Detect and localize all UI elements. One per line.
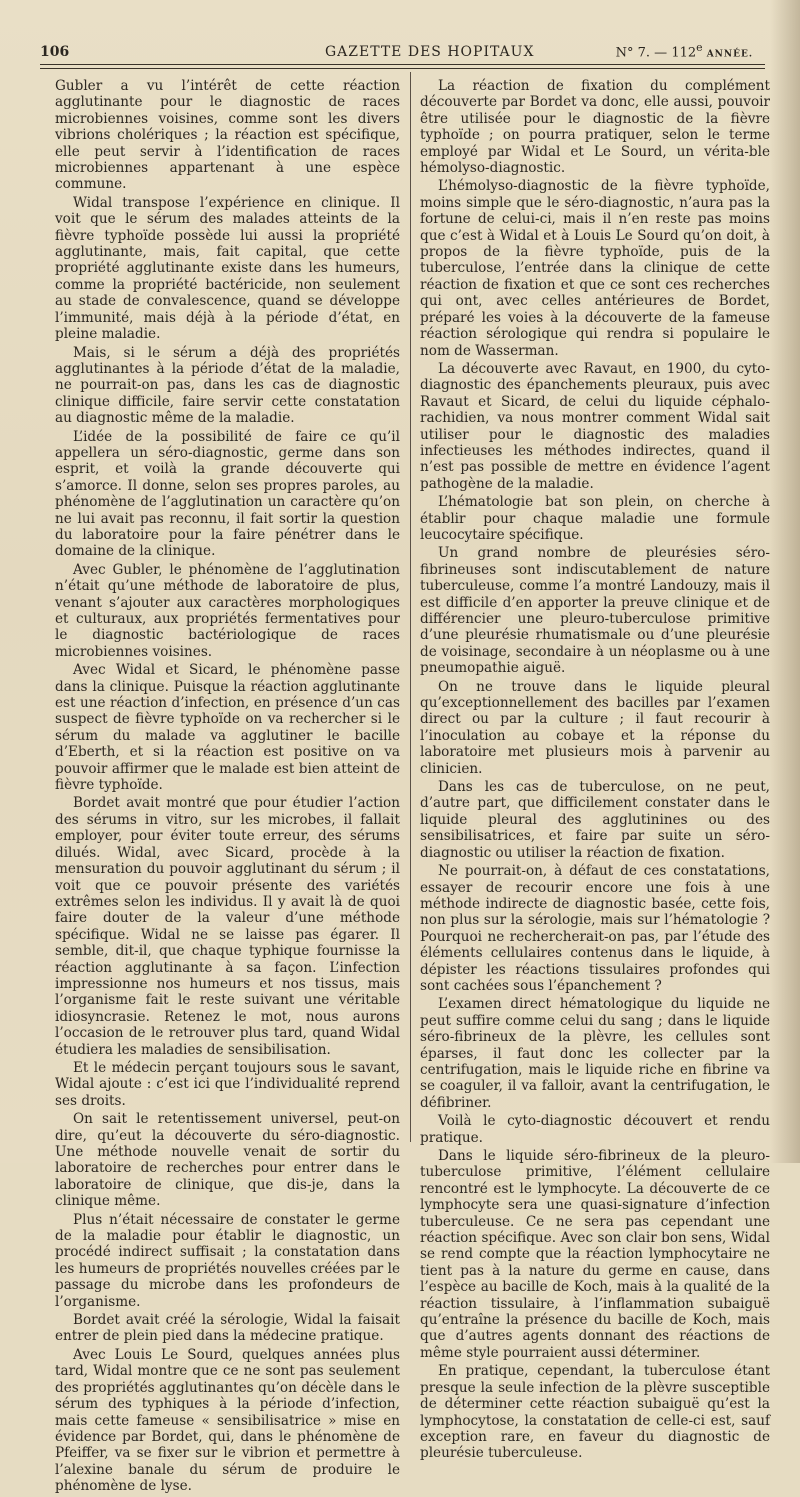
- paragraph: On sait le retentissement universel, peut-on dire, qu’eut la découverte du séro-diagnostic. Une méthode nouvelle venait de sortir du laboratoire de recherches pour entrer dans le laboratoire de clinique, que dis-je, dans la clinique même.: [55, 1111, 400, 1210]
- paragraph: Widal transpose l’expérience en clinique. Il voit que le sérum des malades atteints de la fièvre typhoïde possède lui aussi la propriété agglutinante, mais, fait capital, que cette propriété agglutinante existe dans les humeurs, comme la propriété bactéricide, non seulement au stade de convalescence, quand se développe l’immunité, mais déjà à la période d’état, en pleine maladie.: [55, 194, 400, 343]
- paragraph: La découverte avec Ravaut, en 1900, du cyto-diagnostic des épanchements pleuraux, puis avec Ravaut et Sicard, de celui du liquide céphalo-rachidien, va nous montrer comment Widal sait utiliser pour le diagnostic des maladies infectieuses les méthodes indirectes, quand il n’est pas possible de mettre en évidence l’agent pathogène de la maladie.: [420, 360, 770, 492]
- paragraph: La réaction de fixation du complément découverte par Bordet va donc, elle aussi, pouvoir être utilisée pour le diagnostic de la fièvre typhoïde ; on pourra pratiquer, selon le terme employé par Widal et Le Sourd, un vérita-ble hémolyso-diagnostic.: [420, 78, 770, 177]
- paragraph: L’hémolyso-diagnostic de la fièvre typhoïde, moins simple que le séro-diagnostic, n’aura pas la fortune de celui-ci, mais il n’en reste pas moins que c’est à Widal et à Louis Le Sourd qu’on doit, à propos de la fièvre typhoïde, puis de la tuberculose, l’entrée dans la clinique de cette réaction de fixation et que ce sont ces recherches qui ont, avec celles antérieures de Bordet, préparé les voies à la découverte de la fameuse réaction sérologique qui rendra si populaire le nom de Wasserman.: [420, 178, 770, 359]
- paragraph: En pratique, cependant, la tuberculose étant presque la seule infection de la plèvre susceptible de déterminer cette réaction subaiguë qu’est la lymphocytose, la constatation de celle-ci est, sauf exception rare, en faveur du diagnostic de pleurésie tuberculeuse.: [420, 1363, 770, 1462]
- paragraph: Avec Widal et Sicard, le phénomène passe dans la clinique. Puisque la réaction agglutinante est une réaction d’infection, en présence d’un cas suspect de fièvre typhoïde on va rechercher si le sérum du malade va agglutiner le bacille d’Eberth, et si la réaction est positive on va pouvoir affirmer que le malade est bien atteint de fièvre typhoïde.: [55, 662, 400, 794]
- paragraph: Un grand nombre de pleurésies séro-fibrineuses sont indiscutablement de nature tuberculeuse, comme l’a montré Landouzy, mais il est difficile d’en apporter la preuve clinique et de différencier une pleuro-tuberculose primitive d’une pleurésie rhumatismale ou d’une pleurésie de voisinage, secondaire à un néoplasme ou à une pneumopathie aiguë.: [420, 545, 770, 677]
- issue-year: ANNÉE.: [706, 49, 753, 59]
- right-column: [420, 78, 770, 1464]
- paragraph: L’examen direct hématologique du liquide ne peut suffire comme celui du sang ; dans le liquide séro-fibrineux de la plèvre, les cellules sont éparses, il faut donc les collecter par la centrifugation, mais le liquide riche en fibrine va se coaguler, il va falloir, avant la centrifugation, le défibriner.: [420, 996, 770, 1111]
- journal-title: GAZETTE DES HOPITAUX: [325, 44, 535, 60]
- paragraph: Bordet avait montré que pour étudier l’action des sérums in vitro, sur les microbes, il fallait employer, pour éviter toute erreur, des sérums dilués. Widal, avec Sicard, procède à la mensuration du pouvoir agglutinant du sérum ; il voit que ce pouvoir présente des variétés extrêmes selon les individus. Il y avait là de quoi faire douter de la valeur d’une méthode spécifique. Widal ne se laisse pas égarer. Il semble, dit-il, que chaque typhique fournisse la réaction agglutinante à sa façon. L’infection impressionne nos humeurs et nos tissus, mais l’organisme fait le reste suivant une véritable idiosyncrasie. Retenez le mot, nous aurons l’occasion de le retrouver plus tard, quand Widal étudiera les maladies de sensibilisation.: [55, 795, 400, 1058]
- issue-superscript: e: [696, 40, 703, 54]
- paragraph: Avec Louis Le Sourd, quelques années plus tard, Widal montre que ce ne sont pas seulement des propriétés agglutinantes qu’on décèle dans le sérum des typhiques à la période d’infection, mais cette fameuse « sensibilisatrice » mise en évidence par Bordet, qui, dans le phénomène de Pfeiffer, va se fixer sur le vibrion et permettre à l’alexine banale du sérum de produire le phénomène de lyse.: [55, 1346, 400, 1495]
- issue-number: N° 7. — 112: [615, 45, 697, 60]
- paragraph: Voilà le cyto-diagnostic découvert et rendu pratique.: [420, 1113, 770, 1146]
- column-divider: [410, 72, 411, 1142]
- header-rule-thick: [40, 64, 765, 65]
- paragraph: Avec Gubler, le phénomène de l’agglutination n’était qu’une méthode de laboratoire de plus, venant s’ajouter aux caractères morphologiques et culturaux, aux propriétés fermentatives pour le diagnostic bactériologique de races microbiennes voisines.: [55, 561, 400, 660]
- paragraph: Gubler a vu l’intérêt de cette réaction agglutinante pour le diagnostic de races microbiennes voisines, comme sont les divers vibrions cholériques ; la réaction est spécifique, elle peut servir à l’identification de races microbiennes appartenant à une espèce commune.: [55, 78, 400, 193]
- paragraph: Dans le liquide séro-fibrineux de la pleuro-tuberculose primitive, l’élément cellulaire rencontré est le lymphocyte. La découverte de ce lymphocyte sera une quasi-signature d’infection tuberculeuse. Ce ne sera pas cependant une réaction spécifique. Avec son clair bon sens, Widal se rend compte que la réaction lymphocytaire ne tient pas à la nature du germe en cause, dans l’espèce au bacille de Koch, mais à la qualité de la réaction tissulaire, à l’inflammation subaiguë qu’entraîne la présence du bacille de Koch, mais que d’autres agents donnant des réactions de même style pourraient aussi déterminer.: [420, 1148, 770, 1361]
- paragraph: Dans les cas de tuberculose, on ne peut, d’autre part, que difficilement constater dans le liquide pleural des agglutinines ou des sensibilisatrices, et faire par suite un séro-diagnostic ou utiliser la réaction de fixation.: [420, 779, 770, 861]
- paragraph: Et le médecin perçant toujours sous le savant, Widal ajoute : c’est ici que l’individualité reprend ses droits.: [55, 1059, 400, 1109]
- left-column: [55, 78, 400, 1497]
- paragraph: L’idée de la possibilité de faire ce qu’il appellera un séro-diagnostic, germe dans son esprit, et voilà la grande découverte qui s’amorce. Il donne, selon ses propres paroles, au phénomène de l’agglutination un caractère qu’on ne lui avait pas reconnu, il fait sortir la question du laboratoire pour la faire pénétrer dans le domaine de la clinique.: [55, 428, 400, 560]
- paragraph: Plus n’était nécessaire de constater le germe de la maladie pour établir le diagnostic, un procédé indirect suffisait ; la constatation dans les humeurs de propriétés nouvelles créées par le passage du microbe dans les profondeurs de l’organisme.: [55, 1211, 400, 1310]
- paragraph: Ne pourrait-on, à défaut de ces constatations, essayer de recourir encore une fois à une méthode indirecte de diagnostic basée, cette fois, non plus sur la sérologie, mais sur l’hématologie ? Pourquoi ne rechercherait-on pas, par l’étude des éléments cellulaires contenus dans le liquide, à dépister les réactions tissulaires profondes qui sont cachées sous l’épanchement ?: [420, 863, 770, 994]
- paragraph: On ne trouve dans le liquide pleural qu’exceptionnellement des bacilles par l’examen direct ou par la culture ; il faut recourir à l’inoculation au cobaye et la réponse du laboratoire met plusieurs mois à parvenir au clinicien.: [420, 678, 770, 777]
- paragraph: Mais, si le sérum a déjà des propriétés agglutinantes à la période d’état de la maladie, ne pourrait-on pas, dans les cas de diagnostic clinique difficile, faire servir cette constatation au diagnostic même de la maladie.: [55, 344, 400, 427]
- page-number: 106: [40, 44, 70, 60]
- header-rule-thin: [40, 68, 765, 69]
- issue-info: [616, 41, 753, 60]
- page-header: [40, 40, 765, 62]
- paragraph: L’hématologie bat son plein, on cherche à établir pour chaque maladie une formule leucocytaire spécifique.: [420, 494, 770, 543]
- page-edge-shadow: [770, 0, 800, 1163]
- paragraph: Bordet avait créé la sérologie, Widal la faisait entrer de plein pied dans la médecine pratique.: [55, 1312, 400, 1345]
